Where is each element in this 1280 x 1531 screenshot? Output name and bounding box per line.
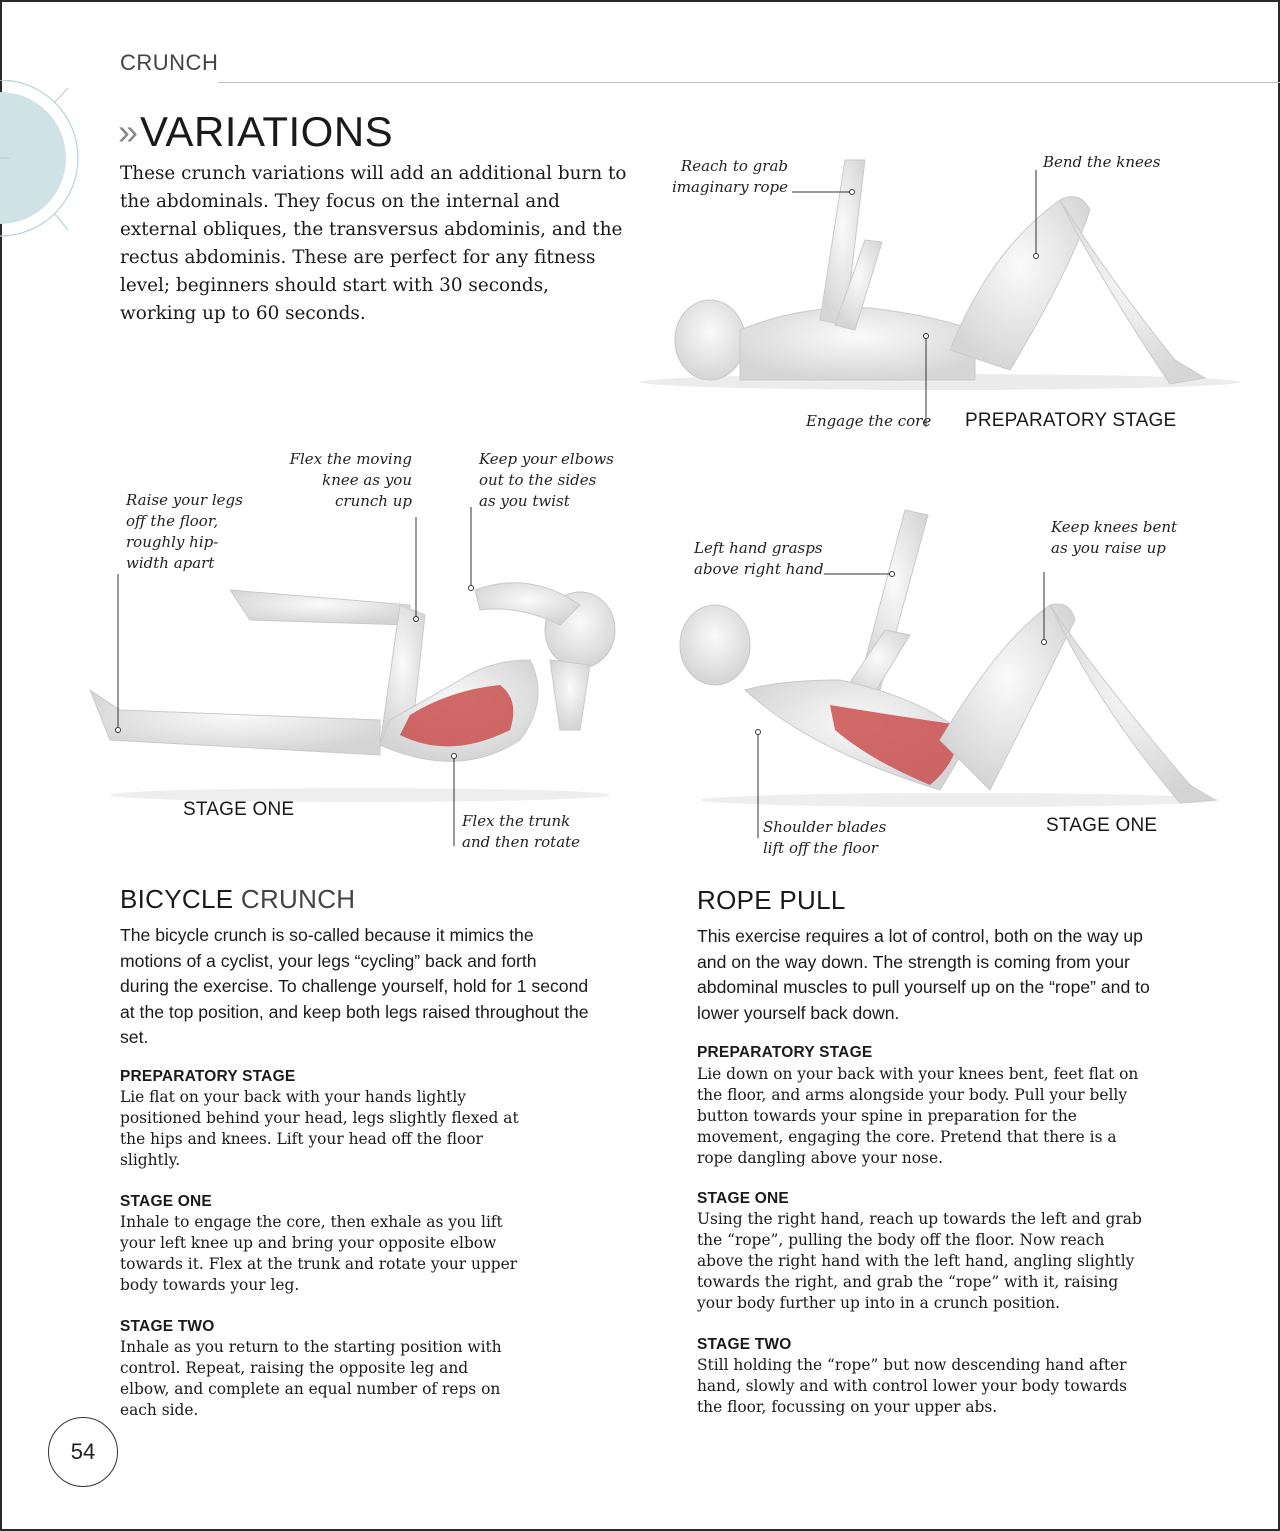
chevron-icon: » xyxy=(118,111,133,152)
rope-stage-two-text: Still holding the “rope” but now descending hand after hand, slowly and with control lower your body towards the floor, focussing on your upper abs. xyxy=(697,1356,1128,1416)
bicycle-stage-prep-head: PREPARATORY STAGE xyxy=(120,1068,296,1085)
callout-flex-knee: Flex the moving knee as you crunch up xyxy=(289,450,412,510)
callout-flex-trunk: Flex the trunk and then rotate xyxy=(462,812,581,851)
accent-compass-decoration xyxy=(0,80,90,260)
callout-left-hand: Left hand grasps above right hand xyxy=(694,539,824,578)
leader-line-flex-trunk xyxy=(448,750,460,850)
bicycle-crunch-title xyxy=(120,884,355,915)
stage-label-bicycle-one: STAGE ONE xyxy=(183,799,295,820)
callout-knees-bent: Keep knees bent as you raise up xyxy=(1051,518,1178,557)
callout-reach: Reach to grab imaginary rope xyxy=(671,157,788,196)
figure-bicycle-stage-one xyxy=(80,570,640,810)
bicycle-stage-one-head: STAGE ONE xyxy=(120,1193,212,1210)
rope-stage-one-text: Using the right hand, reach up towards the left and grab the “rope”, pulling the body off the floor. Now reach above the right hand with the left hand, angling slightly towards the right, and grab the “rope” with it, raising your body further up into in a crunch position. xyxy=(697,1210,1142,1312)
bicycle-body: The bicycle crunch is so-called because it mimics the motions of a cyclist, your legs “cycling” back and forth during the exercise. To challenge yourself, hold for 1 second at the top position, and keep both legs raised throughout the set. xyxy=(120,925,589,1048)
bicycle-title-bold: BICYCLE xyxy=(120,884,234,914)
rope-stage-one-head: STAGE ONE xyxy=(697,1190,789,1207)
leader-line-core xyxy=(920,330,932,430)
stage-label-rope-one: STAGE ONE xyxy=(1046,815,1158,836)
running-head: CRUNCH xyxy=(120,50,219,75)
leader-line-flex-knee xyxy=(410,515,422,625)
bicycle-stage-two-head: STAGE TWO xyxy=(120,1318,215,1335)
leader-line-elbows xyxy=(465,505,477,595)
rope-stage-prep-head: PREPARATORY STAGE xyxy=(697,1044,873,1061)
bicycle-stage-two-text: Inhale as you return to the starting position with control. Repeat, raising the opposite leg and elbow, and complete an equal number of reps on each side. xyxy=(120,1338,502,1419)
callout-elbows: Keep your elbows out to the sides as you twist xyxy=(479,450,614,510)
bicycle-stage-one-text: Inhale to engage the core, then exhale as you lift your left knee up and bring your opposite elbow towards it. Flex at the trunk and rotate your upper body towards your leg. xyxy=(120,1213,518,1294)
leader-line-reach xyxy=(790,186,860,198)
rope-pull-body: This exercise requires a lot of control, both on the way up and on the way down. The strength is coming from your abdominal muscles to pull yourself up on the “rope” and to lower yourself back down. xyxy=(697,926,1150,1023)
header-rule xyxy=(218,82,1280,83)
leader-line-shoulders xyxy=(752,726,764,841)
leader-line-raise-legs xyxy=(112,572,124,738)
bicycle-stage-prep-text: Lie flat on your back with your hands lightly positioned behind your head, legs slightly flexed at the hips and knees. Lift your head off the floor slightly. xyxy=(120,1088,519,1169)
rope-stage-prep-text: Lie down on your back with your knees bent, feet flat on the floor, and arms alongside your body. Pull your belly button towards your spine in preparation for the movement, engaging the core. Pretend that there is a rope dangling above your nose. xyxy=(697,1065,1139,1167)
page-border-top xyxy=(0,0,1280,2)
intro-paragraph: These crunch variations will add an additional burn to the abdominals. They focus on the internal and external obliques, the transversus abdominis, and the rectus abdominis. These are perfect for any fitness level; beginners should start with 30 seconds, working up to 60 seconds. xyxy=(120,163,627,324)
page-number: 54 xyxy=(48,1417,118,1487)
leader-line-left-hand xyxy=(822,568,902,580)
callout-bend-knees: Bend the knees xyxy=(1043,153,1161,171)
rope-stage-two-head: STAGE TWO xyxy=(697,1336,792,1353)
callout-engage-core: Engage the core xyxy=(806,412,932,430)
page-title xyxy=(118,108,393,156)
leader-line-bend xyxy=(1030,168,1042,263)
bicycle-title-light: CRUNCH xyxy=(240,884,356,914)
callout-raise-legs: Raise your legs off the floor, roughly hip- width apart xyxy=(126,491,243,572)
rope-pull-title: ROPE PULL xyxy=(697,885,846,915)
stage-label-preparatory: PREPARATORY STAGE xyxy=(965,410,1177,431)
leader-line-knees-bent xyxy=(1038,570,1050,648)
page-title-text: VARIATIONS xyxy=(140,108,394,155)
callout-shoulder-blades: Shoulder blades lift off the floor xyxy=(763,818,887,857)
